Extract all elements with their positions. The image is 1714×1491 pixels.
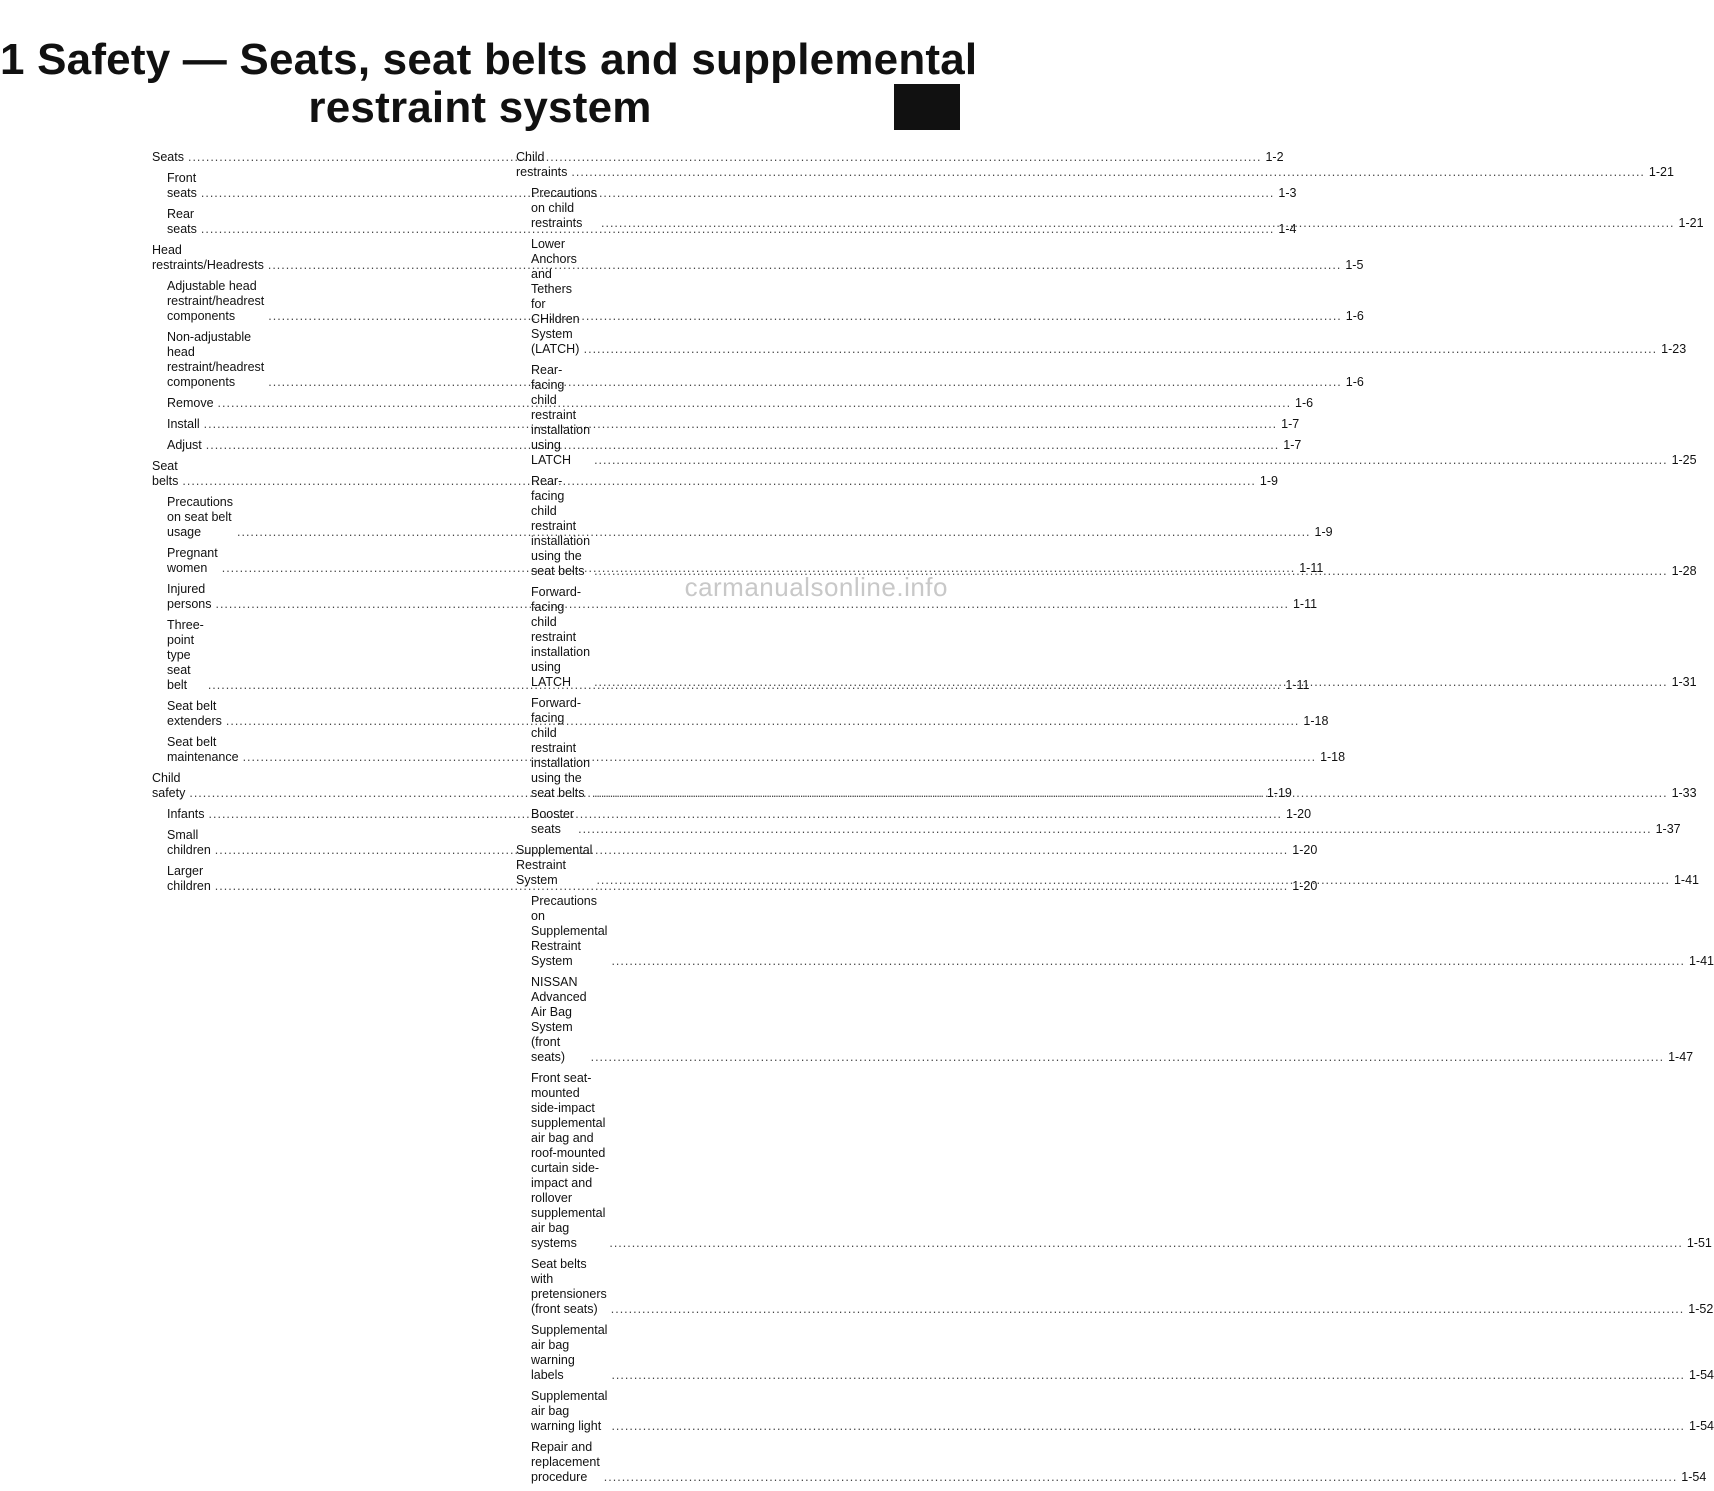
toc-entry[interactable] [152, 699, 1329, 729]
toc-entry-page: 1-6 [1345, 309, 1364, 323]
toc-entry-page: 1-3 [1278, 186, 1297, 200]
toc-entry-page: 1-6 [1345, 375, 1364, 389]
toc-entry-title: Larger children [167, 864, 211, 893]
toc-entry-page: 1-7 [1283, 438, 1302, 452]
toc-leader-dots [611, 1368, 1685, 1383]
toc-entry[interactable] [152, 279, 1364, 324]
toc-entry[interactable] [516, 1389, 1714, 1434]
toc-entry-title: Booster seats [531, 807, 575, 836]
toc-entry-title: Rear-facing child restraint installation using LATCH [531, 363, 591, 467]
toc-entry[interactable] [152, 171, 1297, 201]
toc-entry-page: 1-28 [1671, 564, 1697, 578]
toc-entry-title: Forward-facing child restraint installation using LATCH [531, 585, 591, 689]
toc-entry-title: Adjustable head restraint/headrest components [167, 279, 265, 323]
toc-entry[interactable] [152, 438, 1302, 453]
toc-leader-dots [611, 954, 1685, 969]
toc-entry[interactable] [516, 150, 1674, 180]
toc-entry-page: 1-52 [1688, 1302, 1714, 1316]
toc-entry-page: 1-21 [1648, 165, 1674, 179]
toc-entry-title: Supplemental air bag warning light [531, 1389, 608, 1433]
toc-entry-page: 1-54 [1688, 1419, 1714, 1433]
toc-leader-dots [601, 216, 1675, 231]
toc-entry[interactable] [516, 975, 1694, 1065]
toc-entry-title: Seat belt extenders [167, 699, 222, 728]
toc-entry-title: Front seats [167, 171, 197, 200]
toc-entry-title: Supplemental air bag warning labels [531, 1323, 608, 1382]
toc-entry-title: Injured persons [167, 582, 212, 611]
toc-leader-dots [571, 165, 1645, 180]
toc-entry-title: Adjust [167, 438, 202, 452]
toc-entry[interactable] [152, 546, 1324, 576]
toc-entry-title: Infants [167, 807, 205, 821]
toc-entry-title: NISSAN Advanced Air Bag System (front seats) [531, 975, 587, 1064]
toc-entry-title: Remove [167, 396, 214, 410]
toc-entry-title: Head restraints/Headrests [152, 243, 264, 272]
toc-entry-page: 1-11 [1292, 597, 1318, 611]
toc-entry[interactable] [152, 417, 1300, 432]
toc-entry-title: Forward-facing child restraint installation using the seat belts [531, 696, 591, 800]
toc-entry-page: 1-31 [1671, 675, 1697, 689]
toc-entry[interactable] [516, 1440, 1707, 1485]
toc-entry-page: 1-54 [1688, 1368, 1714, 1382]
toc-entry-title: Rear-facing child restraint installation using the seat belts [531, 474, 591, 578]
toc-entry[interactable] [152, 459, 1278, 489]
toc-entry-title: Precautions on seat belt usage [167, 495, 234, 539]
toc-entry-page: 1-37 [1655, 822, 1681, 836]
toc-leader-dots [604, 1470, 1678, 1485]
toc-entry[interactable] [516, 1071, 1712, 1251]
toc-entry-title: Install [167, 417, 200, 431]
toc-entry-title: Child safety [152, 771, 186, 800]
toc-entry-page: 1-18 [1320, 750, 1346, 764]
toc-entry-page: 1-41 [1673, 873, 1699, 887]
page-title-line-1: 1 Safety — Seats, seat belts and supplemental [0, 35, 978, 84]
toc-entry-page: 1-20 [1292, 879, 1318, 893]
toc-entry[interactable] [152, 495, 1333, 540]
toc-entry-page: 1-19 [1266, 786, 1292, 800]
page-title-line-2: restraint system [308, 83, 652, 132]
toc-entry-page: 1-20 [1286, 807, 1312, 821]
toc-leader-dots [594, 786, 1668, 801]
toc-entry-title: Pregnant women [167, 546, 218, 575]
toc-leader-dots [578, 822, 1652, 837]
toc-entry-page: 1-20 [1292, 843, 1318, 857]
toc-entry-title: Rear seats [167, 207, 197, 236]
toc-entry-page: 1-25 [1671, 453, 1697, 467]
toc-entry-title: Repair and replacement procedure [531, 1440, 600, 1484]
watermark: carmanualsonline.info [684, 572, 948, 602]
toc-entry-page: 1-18 [1303, 714, 1329, 728]
toc-entry-page: 1-11 [1285, 678, 1310, 692]
toc-entry-title: Seat belts with pretensioners (front seats) [531, 1257, 607, 1316]
toc-entry-title: Child restraints [516, 150, 568, 179]
toc-entry[interactable] [152, 330, 1364, 390]
toc-entry-page: 1-5 [1345, 258, 1364, 272]
toc-leader-dots [584, 342, 1658, 357]
chapter-tab [894, 84, 960, 130]
toc-entry[interactable] [152, 828, 1318, 858]
toc-entry-title: Seats [152, 150, 184, 164]
toc-entry-page: 1-11 [1299, 561, 1324, 575]
toc-entry-page: 1-47 [1668, 1050, 1694, 1064]
toc-entry[interactable] [152, 771, 1292, 801]
toc-entry-title: Three-point type seat belt [167, 618, 204, 692]
toc-entry-title: Supplemental Restraint System [516, 843, 593, 887]
toc-entry-page: 1-33 [1671, 786, 1697, 800]
toc-entry-page: 1-6 [1295, 396, 1314, 410]
toc-entry-title: Precautions on child restraints [531, 186, 598, 230]
toc-entry-title: Non-adjustable head restraint/headrest components [167, 330, 265, 389]
toc-entry[interactable] [516, 1257, 1714, 1317]
toc-entry-title: Seat belt maintenance [167, 735, 239, 764]
page-title [0, 35, 978, 132]
toc-leader-dots [609, 1236, 1683, 1251]
toc-entry-page: 1-7 [1281, 417, 1300, 431]
toc-entry[interactable] [152, 396, 1314, 411]
toc-entry-title: Front seat-mounted side-impact supplemental air bag and roof-mounted curtain side-impact and rollover supplemental air bag systems [531, 1071, 606, 1250]
toc-entry-page: 1-9 [1314, 525, 1333, 539]
toc-leader-dots [594, 453, 1668, 468]
toc-entry-page: 1-21 [1678, 216, 1704, 230]
toc-entry[interactable] [152, 243, 1364, 273]
toc-entry-page: 1-9 [1259, 474, 1278, 488]
toc-entry[interactable] [516, 1323, 1714, 1383]
toc-entry-title: Seat belts [152, 459, 179, 488]
toc-leader-dots [591, 1050, 1665, 1065]
toc-leader-dots [611, 1302, 1685, 1317]
toc-entry-page: 1-4 [1278, 222, 1297, 236]
toc-entry-page: 1-51 [1686, 1236, 1712, 1250]
toc-entry-title: Small children [167, 828, 211, 857]
toc-entry-page: 1-23 [1661, 342, 1687, 356]
toc-entry[interactable] [516, 894, 1714, 969]
toc-entry-page: 1-54 [1681, 1470, 1707, 1484]
toc-entry-title: Lower Anchors and Tethers for CHildren System (LATCH) [531, 237, 580, 356]
toc-leader-dots [594, 675, 1668, 690]
toc-leader-dots [596, 873, 1670, 888]
toc-entry-title: Precautions on Supplemental Restraint System [531, 894, 608, 968]
toc-entry-page: 1-2 [1265, 150, 1284, 164]
toc-entry-page: 1-41 [1688, 954, 1714, 968]
toc-entry[interactable] [152, 735, 1346, 765]
toc-leader-dots [611, 1419, 1685, 1434]
